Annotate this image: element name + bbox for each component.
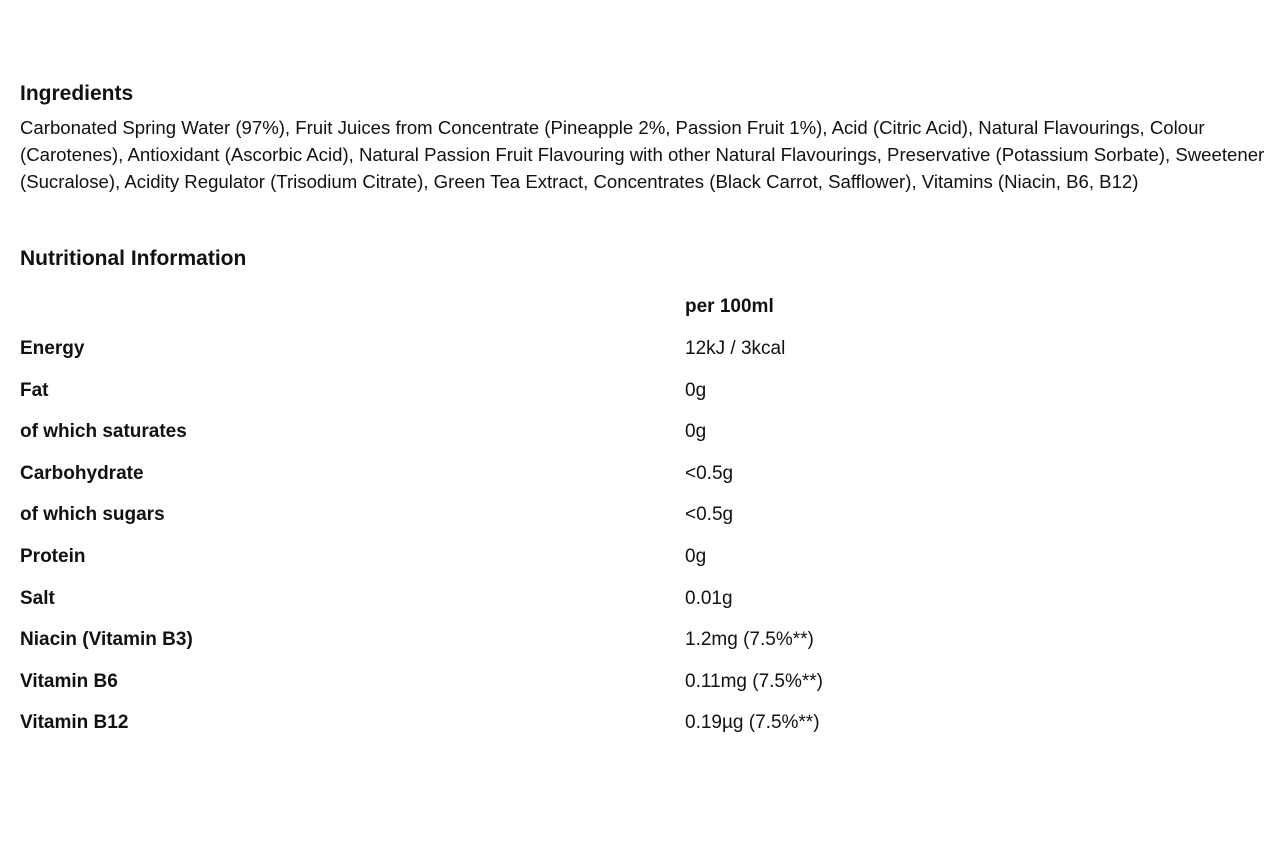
- nutrient-value: <0.5g: [685, 504, 734, 526]
- nutrition-row: [20, 370, 823, 412]
- nutrient-value: 0.11mg (7.5%**): [685, 670, 823, 692]
- nutrient-name: Niacin (Vitamin B3): [20, 629, 193, 651]
- nutrition-row: [20, 495, 823, 537]
- nutrition-row: [20, 536, 823, 578]
- nutrient-name: of which saturates: [20, 421, 187, 443]
- nutrition-row: [20, 578, 823, 620]
- nutrient-value: 12kJ / 3kcal: [685, 338, 786, 359]
- nutrient-name: Vitamin B6: [20, 670, 118, 692]
- nutrition-header-row: [20, 287, 823, 329]
- ingredients-heading: Ingredients: [20, 82, 134, 105]
- nutrition-row: [20, 703, 823, 745]
- per-100ml-header: per 100ml: [685, 296, 774, 318]
- nutrient-name: Energy: [20, 338, 85, 359]
- nutrient-value: <0.5g: [685, 462, 734, 484]
- nutrient-name: Protein: [20, 545, 86, 567]
- nutrition-heading: Nutritional Information: [20, 246, 247, 270]
- nutrition-row: [20, 328, 823, 370]
- nutrient-name: Vitamin B12: [20, 712, 129, 734]
- nutrient-name: Fat: [20, 379, 49, 401]
- product-info-page: [20, 80, 1276, 744]
- nutrition-row: [20, 619, 823, 661]
- nutrition-row: [20, 411, 823, 453]
- nutrition-table: [20, 287, 823, 745]
- nutrient-header-cell: [20, 287, 685, 329]
- nutrient-name: Salt: [20, 587, 55, 609]
- nutrient-value: 0g: [685, 379, 707, 401]
- nutrient-value: 0g: [685, 421, 707, 443]
- nutrition-row: [20, 453, 823, 495]
- nutrition-row: [20, 661, 823, 703]
- nutrient-name: Carbohydrate: [20, 462, 144, 484]
- ingredients-text: Carbonated Spring Water (97%), Fruit Juices from Concentrate (Pineapple 2%, Passion Fruit 1%), Acid (Citric Acid), Natural Flavourings, Colour (Carotenes), Antioxidant (Ascorbic Acid), Natural Passion Fruit Flavouring with other Natural Flavourings, Preservative (Potassium Sorbate), Sweetener (Sucralose), Acidity Regulator (Trisodium Citrate), Green Tea Extract, Concentrates (Black Carrot, Safflower), Vitamins (Niacin, B6, B12): [20, 117, 1265, 193]
- nutrient-value: 1.2mg (7.5%**): [685, 629, 814, 651]
- nutrient-name: of which sugars: [20, 504, 165, 526]
- nutrient-value: 0.01g: [685, 587, 733, 609]
- nutrient-value: 0g: [685, 545, 707, 567]
- nutrient-value: 0.19µg (7.5%**): [685, 712, 820, 734]
